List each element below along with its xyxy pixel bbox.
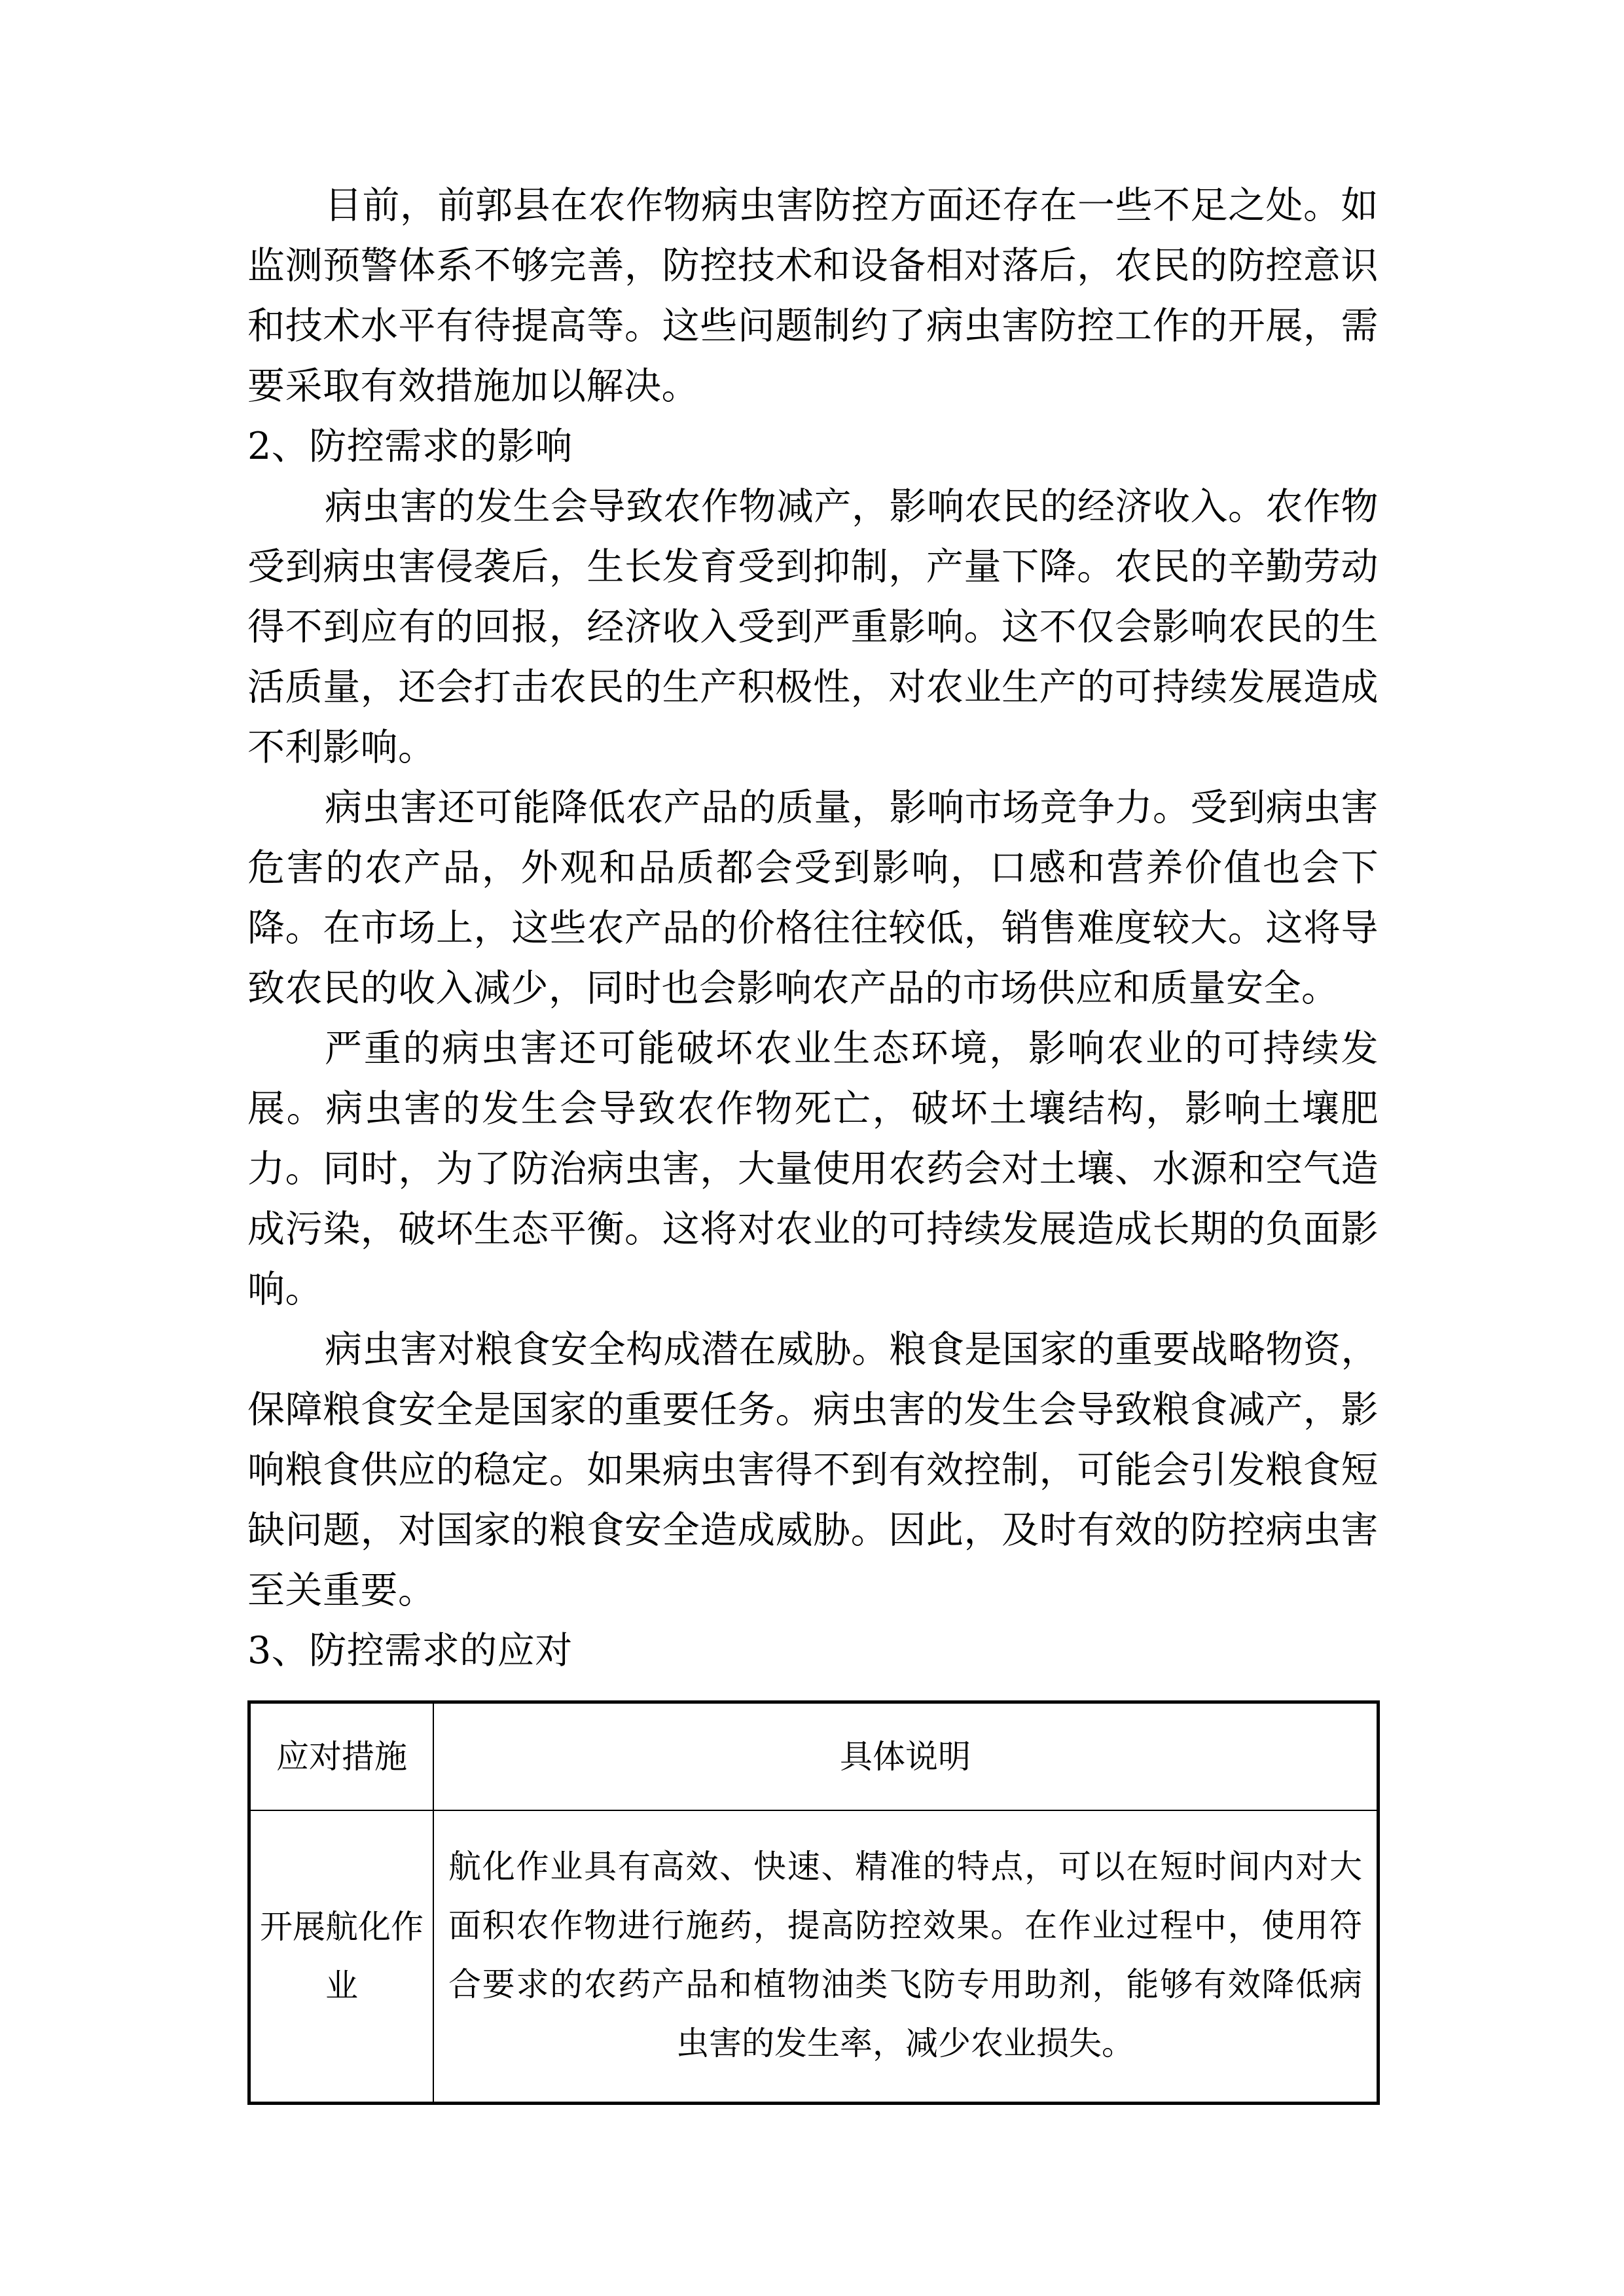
countermeasure-table-wrapper [247, 1700, 1379, 2105]
document-content [247, 175, 1379, 2105]
table-cell-detail: 航化作业具有高效、快速、精准的特点，可以在短时间内对大面积农作物进行施药，提高防控效果。在作业过程中，使用符合要求的农药产品和植物油类飞防专用助剂，能够有效降低病虫害的发生率，减少农业损失。 [433, 1810, 1379, 2104]
table-header-detail: 具体说明 [433, 1702, 1379, 1811]
section-heading-3: 3、防控需求的应对 [247, 1629, 573, 1672]
paragraph-monitoring-gaps: 目前，前郭县在农作物病虫害防控方面还存在一些不足之处。如监测预警体系不够完善，防控技术和设备相对落后，农民的防控意识和技术水平有待提高等。这些问题制约了病虫害防控工作的开展，需要采取有效措施加以解决。 [247, 184, 1379, 408]
paragraph-quality-market-impact: 病虫害还可能降低农产品的质量，影响市场竞争力。受到病虫害危害的农产品，外观和品质都会受到影响，口感和营养价值也会下降。在市场上，这些农产品的价格往往较低，销售难度较大。这将导致农民的收入减少，同时也会影响农产品的市场供应和质量安全。 [247, 786, 1379, 1010]
table-row [249, 1810, 1379, 2104]
paragraph-ecological-impact: 严重的病虫害还可能破坏农业生态环境，影响农业的可持续发展。病虫害的发生会导致农作物死亡，破坏土壤结构，影响土壤肥力。同时，为了防治病虫害，大量使用农药会对土壤、水源和空气造成污染，破坏生态平衡。这将对农业的可持续发展造成长期的负面影响。 [247, 1027, 1379, 1311]
table-cell-measure: 开展航化作业 [249, 1810, 434, 2104]
countermeasure-table [247, 1700, 1380, 2105]
paragraph-food-security-impact: 病虫害对粮食安全构成潜在威胁。粮食是国家的重要战略物资，保障粮食安全是国家的重要任务。病虫害的发生会导致粮食减产，影响粮食供应的稳定。如果病虫害得不到有效控制，可能会引发粮食短缺问题，对国家的粮食安全造成威胁。因此，及时有效的防控病虫害至关重要。 [247, 1328, 1379, 1612]
paragraph-yield-income-impact: 病虫害的发生会导致农作物减产，影响农民的经济收入。农作物受到病虫害侵袭后，生长发育受到抑制，产量下降。农民的辛勤劳动得不到应有的回报，经济收入受到严重影响。这不仅会影响农民的生活质量，还会打击农民的生产积极性，对农业生产的可持续发展造成不利影响。 [247, 485, 1379, 769]
table-header-row [249, 1702, 1379, 1811]
section-heading-2: 2、防控需求的影响 [247, 425, 573, 468]
table-header-measure: 应对措施 [249, 1702, 434, 1811]
